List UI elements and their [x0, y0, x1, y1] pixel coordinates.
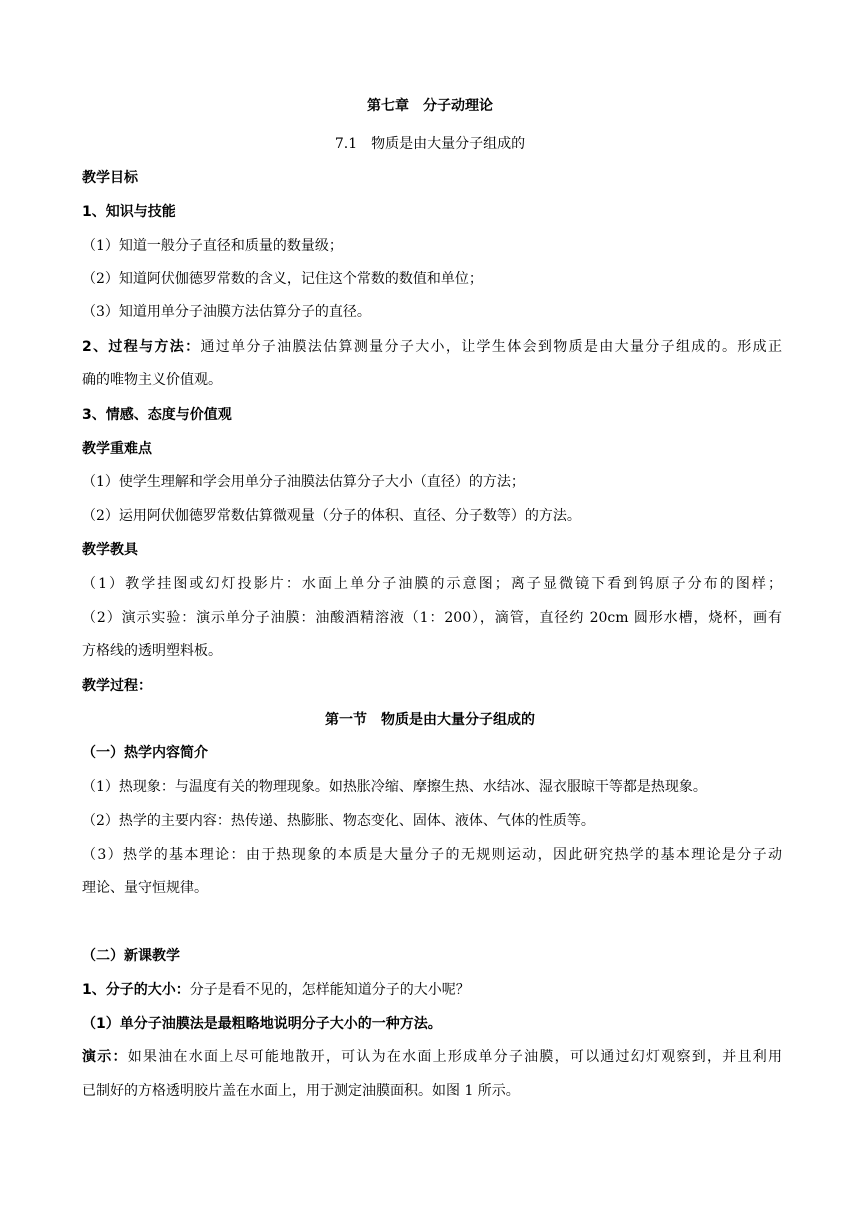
oil-film-method-heading: （1）单分子油膜法是最粗略地说明分子大小的一种方法。 [82, 1016, 442, 1032]
key-points-heading: 教学重难点 [82, 441, 152, 457]
knowledge-heading: 1、知识与技能 [82, 204, 176, 220]
new-lesson-heading: （二）新课教学 [82, 948, 180, 964]
demo-text: 如果油在水面上尽可能地散开，可认为在水面上形成单分子油膜，可以通过幻灯观察到，并且利用 [127, 1049, 782, 1065]
process-method-text-cont: 确的唯物主义价值观。 [82, 372, 222, 388]
chapter-title: 第七章 分子动理论 [367, 98, 493, 114]
intro-item: （2）热学的主要内容：热传递、热膨胀、物态变化、固体、液体、气体的性质等。 [82, 813, 595, 829]
molecule-size-line [82, 980, 782, 1000]
process-heading: 教学过程： [82, 678, 152, 694]
key-point-item: （1）使学生理解和学会用单分子油膜法估算分子大小（直径）的方法； [82, 474, 525, 490]
tools-item: （1）教学挂图或幻灯投影片：水面上单分子油膜的示意图；离子显微镜下看到钨原子分布的图样； [82, 576, 782, 592]
process-method-label: 2、过程与方法： [82, 339, 201, 355]
molecule-size-label: 1、分子的大小： [82, 982, 190, 998]
first-section-heading: 第一节 物质是由大量分子组成的 [325, 712, 535, 728]
process-method-line [82, 337, 782, 357]
goals-heading: 教学目标 [82, 170, 138, 186]
process-method-text: 通过单分子油膜法估算测量分子大小，让学生体会到物质是由大量分子组成的。形成正 [200, 339, 782, 355]
tools-item-cont: 方格线的透明塑料板。 [82, 643, 222, 659]
key-point-item: （2）运用阿伏伽德罗常数估算微观量（分子的体积、直径、分子数等）的方法。 [82, 508, 581, 524]
knowledge-item: （1）知道一般分子直径和质量的数量级； [82, 238, 343, 254]
emotion-heading: 3、情感、态度与价值观 [82, 407, 232, 423]
section-title: 7.1 物质是由大量分子组成的 [334, 136, 526, 152]
knowledge-item: （3）知道用单分子油膜方法估算分子的直径。 [82, 304, 371, 320]
demo-label: 演示： [82, 1049, 128, 1065]
intro-item: （1）热现象：与温度有关的物理现象。如热胀冷缩、摩擦生热、水结冰、湿衣服晾干等都是热现象。 [82, 779, 707, 795]
demo-line [82, 1047, 782, 1067]
tools-heading: 教学教具 [82, 542, 138, 558]
demo-text-cont: 已制好的方格透明胶片盖在水面上，用于测定油膜面积。如图 1 所示。 [82, 1083, 520, 1099]
intro-heading: （一）热学内容简介 [82, 745, 208, 761]
molecule-size-text: 分子是看不见的，怎样能知道分子的大小呢？ [189, 982, 470, 998]
tools-item: （2）演示实验：演示单分子油膜：油酸酒精溶液（1：200），滴管，直径约 20cm 圆形水槽，烧杯，画有 [82, 610, 782, 626]
knowledge-item: （2）知道阿伏伽德罗常数的含义，记住这个常数的数值和单位； [82, 271, 483, 287]
intro-item: （3）热学的基本理论：由于热现象的本质是大量分子的无规则运动，因此研究热学的基本理论是分子动 [82, 847, 782, 863]
intro-item-cont: 理论、量守恒规律。 [82, 880, 208, 896]
